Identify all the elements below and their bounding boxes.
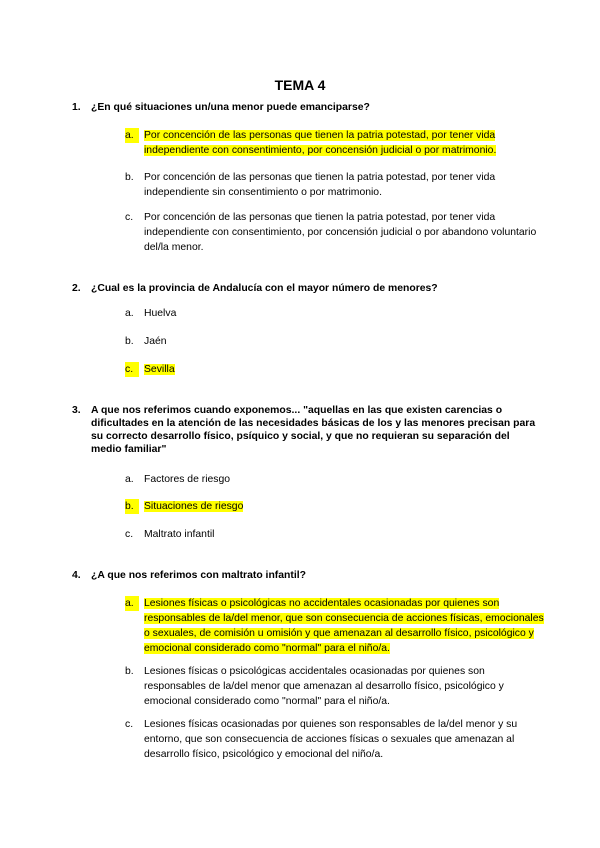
option-text: Maltrato infantil bbox=[144, 529, 215, 540]
option-text: Situaciones de riesgo bbox=[144, 501, 244, 512]
option-4c bbox=[125, 717, 545, 762]
option-letter: b. bbox=[125, 666, 134, 677]
question-number: 3. bbox=[72, 405, 81, 416]
question-text: ¿A que nos referimos con maltrato infantil? bbox=[91, 570, 306, 581]
question-number: 2. bbox=[72, 283, 81, 294]
option-text: Factores de riesgo bbox=[144, 474, 231, 485]
option-text: Huelva bbox=[144, 308, 177, 319]
option-4b bbox=[125, 664, 545, 709]
question-text: ¿En qué situaciones un/una menor puede emanciparse? bbox=[91, 102, 370, 113]
question-1 bbox=[72, 101, 542, 114]
question-text: ¿Cual es la provincia de Andalucía con el mayor número de menores? bbox=[91, 283, 438, 294]
option-3c bbox=[125, 527, 545, 542]
question-text: A que nos referimos cuando exponemos... "aquellas en las que existen carencias o dificultades en la atención de las necesidades básicas de los y las menores precisan para su correcto desarrollo físico, psíquico y social, y que no requieran su separación del medio familiar" bbox=[91, 405, 536, 455]
option-letter: a. bbox=[125, 128, 139, 143]
question-number: 4. bbox=[72, 570, 81, 581]
option-letter: b. bbox=[125, 172, 134, 183]
option-3a bbox=[125, 472, 545, 487]
option-text: Lesiones físicas ocasionadas por quienes son responsables de la/del menor y su entorno, que son consecuencia de acciones físicas o sexuales que amenazan al desarrollo físico, psicológico y emocional del niño/a. bbox=[144, 719, 518, 760]
option-text: Lesiones físicas o psicológicas no accidentales ocasionadas por quienes son responsables de la/del menor, que son consecuencia de acciones físicas, emocionales o sexuales, de comisión u omisión y que amenazan al desarrollo físico, psicológico y emocional considerado como "normal" para el niño/a. bbox=[144, 598, 544, 654]
option-text: Por concención de las personas que tienen la patria potestad, por tener vida independiente sin consentimiento o por matrimonio. bbox=[144, 172, 496, 198]
question-2 bbox=[72, 282, 542, 295]
option-2c bbox=[125, 362, 545, 377]
option-letter: b. bbox=[125, 499, 139, 514]
option-letter: c. bbox=[125, 529, 134, 540]
option-letter: c. bbox=[125, 719, 134, 730]
option-4a bbox=[125, 596, 545, 656]
question-3 bbox=[72, 404, 542, 456]
option-text: Sevilla bbox=[144, 364, 175, 375]
question-number: 1. bbox=[72, 102, 81, 113]
option-letter: c. bbox=[125, 362, 139, 377]
option-letter: b. bbox=[125, 336, 134, 347]
option-1c bbox=[125, 210, 545, 255]
option-3b bbox=[125, 499, 545, 514]
option-1a bbox=[125, 128, 545, 158]
option-1b bbox=[125, 170, 545, 200]
page-title: TEMA 4 bbox=[274, 77, 326, 93]
option-text: Jaén bbox=[144, 336, 167, 347]
option-text: Por concención de las personas que tienen la patria potestad, por tener vida independiente con consentimiento, por concensión judicial o por abandono voluntario del/la menor. bbox=[144, 212, 537, 253]
option-letter: c. bbox=[125, 212, 134, 223]
option-letter: a. bbox=[125, 308, 134, 319]
option-2b bbox=[125, 334, 545, 349]
option-text: Por concención de las personas que tienen la patria potestad, por tener vida independiente con consentimiento, por concensión judicial o por matrimonio. bbox=[144, 130, 497, 156]
option-letter: a. bbox=[125, 596, 139, 611]
option-letter: a. bbox=[125, 474, 134, 485]
option-text: Lesiones físicas o psicológicas accidentales ocasionadas por quienes son responsables de la/del menor que amenazan al desarrollo físico, psicológico y emocional considerado como "normal" para el niño/a. bbox=[144, 666, 504, 707]
question-4 bbox=[72, 569, 542, 582]
option-2a bbox=[125, 306, 545, 321]
